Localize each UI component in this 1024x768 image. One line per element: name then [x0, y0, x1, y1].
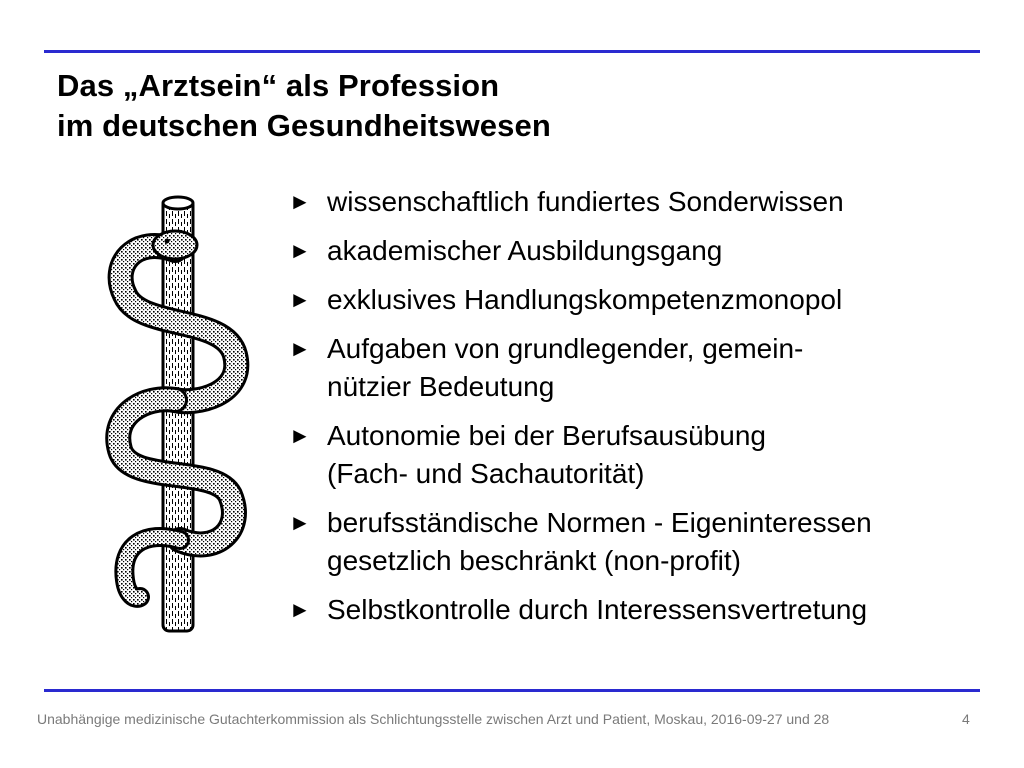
bullet-item: [289, 183, 1009, 221]
bullet-text: exklusives Handlungskompetenzmonopol: [327, 284, 843, 315]
bullet-item: [289, 504, 1009, 580]
bullet-text-continued: nützier Bedeutung: [327, 371, 555, 402]
triangle-bullet-icon: ►: [289, 287, 311, 312]
bullet-item: [289, 330, 1009, 406]
top-divider: [44, 50, 980, 53]
triangle-bullet-icon: ►: [289, 189, 311, 214]
triangle-bullet-icon: ►: [289, 336, 311, 361]
footer-text: Unabhängige medizinische Gutachterkommission als Schlichtungsstelle zwischen Arzt und Patient, Moskau, 2016-09-27 und 28: [37, 711, 830, 727]
bullet-text-continued: gesetzlich beschränkt (non-profit): [327, 545, 741, 576]
bullet-item: [289, 281, 1009, 319]
bullet-list: [289, 183, 1009, 640]
bullet-text: berufsständische Normen - Eigeninteressen: [327, 507, 872, 538]
bullet-text-continued: (Fach- und Sachautorität): [327, 458, 645, 489]
title-line-2: im deutschen Gesundheitswesen: [57, 108, 551, 143]
rod-of-asclepius-icon: [105, 195, 255, 635]
bottom-divider: [44, 689, 980, 692]
bullet-text: Selbstkontrolle durch Interessensvertretung: [327, 594, 868, 625]
bullet-text: Aufgaben von grundlegender, gemein-: [327, 333, 804, 364]
triangle-bullet-icon: ►: [289, 423, 311, 448]
page-number: 4: [962, 711, 970, 727]
bullet-text: akademischer Ausbildungsgang: [327, 235, 723, 266]
triangle-bullet-icon: ►: [289, 238, 311, 263]
title-line-1: Das „Arztsein“ als Profession: [57, 68, 500, 103]
triangle-bullet-icon: ►: [289, 597, 311, 622]
bullet-item: [289, 591, 1009, 629]
bullet-text: wissenschaftlich fundiertes Sonderwissen: [327, 186, 844, 217]
bullet-text: Autonomie bei der Berufsausübung: [327, 420, 766, 451]
bullet-item: [289, 232, 1009, 270]
slide-title: [57, 66, 551, 146]
triangle-bullet-icon: ►: [289, 510, 311, 535]
bullet-item: [289, 417, 1009, 493]
